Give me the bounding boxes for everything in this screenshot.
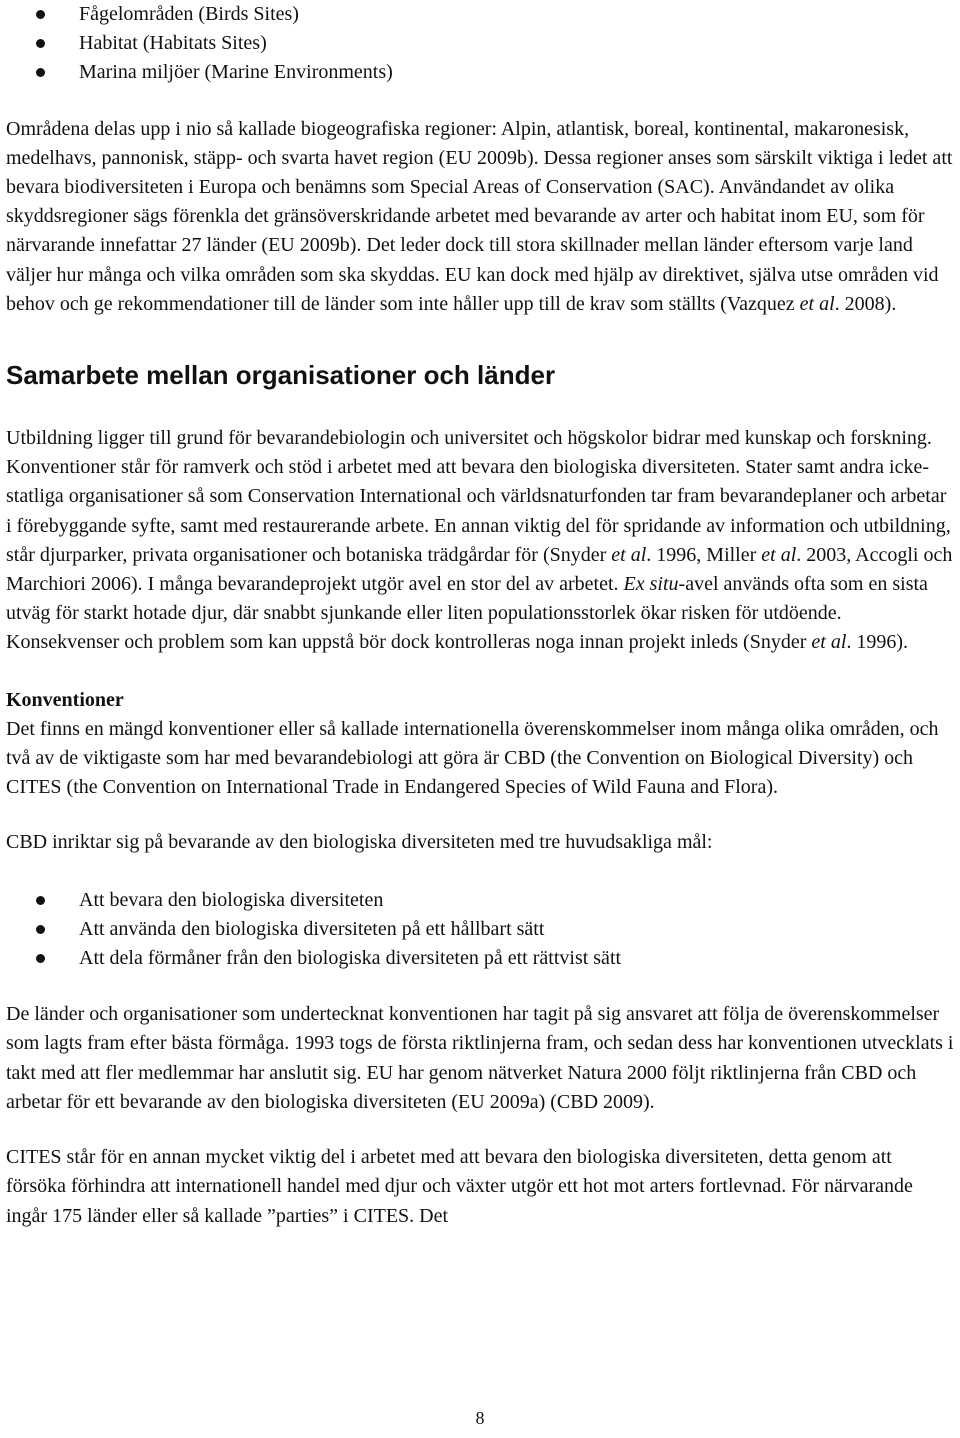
list-item-text: Att dela förmåner från den biologiska diversiteten på ett rättvist sätt [79, 947, 622, 970]
paragraph-biogeographic-regions: Områdena delas upp i nio så kallade biogeografiska regioner: Alpin, atlantisk, boreal, kontinental, makaronesisk, medelhavs, pannonisk, stäpp- och svarta havet region (EU 2009b). Dessa regioner anses som särskilt viktiga i ledet att bevara biodiversiteten i Europa och benämns som Special Areas of Conservation (SAC). Användandet av olika skyddsregioner sägs förenkla det gränsöverskridande arbetet med bevarande av arter och habitat inom EU, som för närvarande innefattar 27 länder (EU 2009b). Det leder dock till stora skillnader mellan länder eftersom varje land väljer hur många och vilka områden som ska skyddas. EU kan dock med hjälp av direktivet, själva utse områden vid behov och ge rekommendationer till de länder som inte håller upp till de krav som ställts (Vazquez et al. 2008). [6, 117, 953, 315]
page-number: 8 [475, 1408, 485, 1428]
list-item-text: Att använda den biologiska diversiteten på ett hållbart sätt [79, 917, 545, 940]
bullet-icon [36, 39, 45, 48]
list-item [6, 0, 956, 29]
section-heading: Samarbete mellan organisationer och länder [6, 360, 556, 391]
paragraph-member-countries: De länder och organisationer som undertecknat konventionen har tagit på sig ansvaret att följa de överenskommelser som lagts fram efter bästa förmåga. 1993 togs de första riktlinjerna fram, och sedan dess har konventionen utvecklats i takt med att fler medlemmar har anslutit sig. EU har genom nätverket Natura 2000 följt riktlinjerna från CBD och arbetar för ett bevarande av den biologiska diversiteten (EU 2009a) (CBD 2009). [6, 1003, 954, 1113]
list-item-text: Fågelområden (Birds Sites) [79, 3, 299, 25]
list-item [6, 915, 956, 944]
bullet-icon [36, 10, 45, 19]
page-content [6, 0, 956, 1231]
bullet-icon [36, 925, 45, 934]
list-item [6, 58, 956, 87]
list-item-text: Marina miljöer (Marine Environments) [79, 61, 393, 84]
paragraph-cooperation: Utbildning ligger till grund för bevarandebiologin och universitet och högskolor bidrar med kunskap och forskning. Konventioner står för ramverk och stöd i arbetet med att bevara den biologiska diversiteten. Stater samt andra icke-statliga organisationer så som Conservation International och världsnaturfonden tar fram bevarandeplaner och arbetar i förebyggande syfte, samt med restaurerande arbete. En annan viktig del för spridande av information och utbildning, står djurparker, privata organisationer och botaniska trädgårdar för (Snyder et al. 1996, Miller et al. 2003, Accogli och Marchiori 2006). I många bevarandeprojekt utgör avel en stor del av arbetet. Ex situ-avel används ofta som en sista utväg för starkt hotade djur, där snabbt sjunkande eller liten populationsstorlek ökar risken för utdöende. Konsekvenser och problem som kan uppstå bör dock kontrolleras noga innan projekt inleds (Snyder et al. 1996). [6, 427, 953, 654]
bullet-icon [36, 954, 45, 963]
paragraph-cites: CITES står för en annan mycket viktig del i arbetet med att bevara den biologiska diversiteten, detta genom att försöka förhindra att internationell handel med djur och växter utgör ett hot mot arters fortlevnad. För närvarande ingår 175 länder eller så kallade ”parties” i CITES. Det [6, 1146, 913, 1227]
paragraph-conventions: Det finns en mängd konventioner eller så kallade internationella överenskommelser inom många olika områden, och två av de viktigaste som har med bevarandebiologi att göra är CBD (the Convention on Biological Diversity) och CITES (the Convention on International Trade in Endangered Species of Wild Fauna and Flora). [6, 717, 939, 799]
bullet-icon [36, 896, 45, 905]
paragraph-cbd-goals: CBD inriktar sig på bevarande av den biologiska diversiteten med tre huvudsakliga mål: [6, 831, 713, 854]
bullet-icon [36, 68, 45, 77]
list-item [6, 29, 956, 58]
list-item-text: Att bevara den biologiska diversiteten [79, 888, 384, 911]
list-item-text: Habitat (Habitats Sites) [79, 32, 267, 55]
subsection-heading: Konventioner [6, 688, 124, 711]
site-types-list [6, 0, 956, 88]
list-item [6, 886, 956, 915]
list-item [6, 944, 956, 973]
cbd-goals-list [6, 886, 956, 974]
